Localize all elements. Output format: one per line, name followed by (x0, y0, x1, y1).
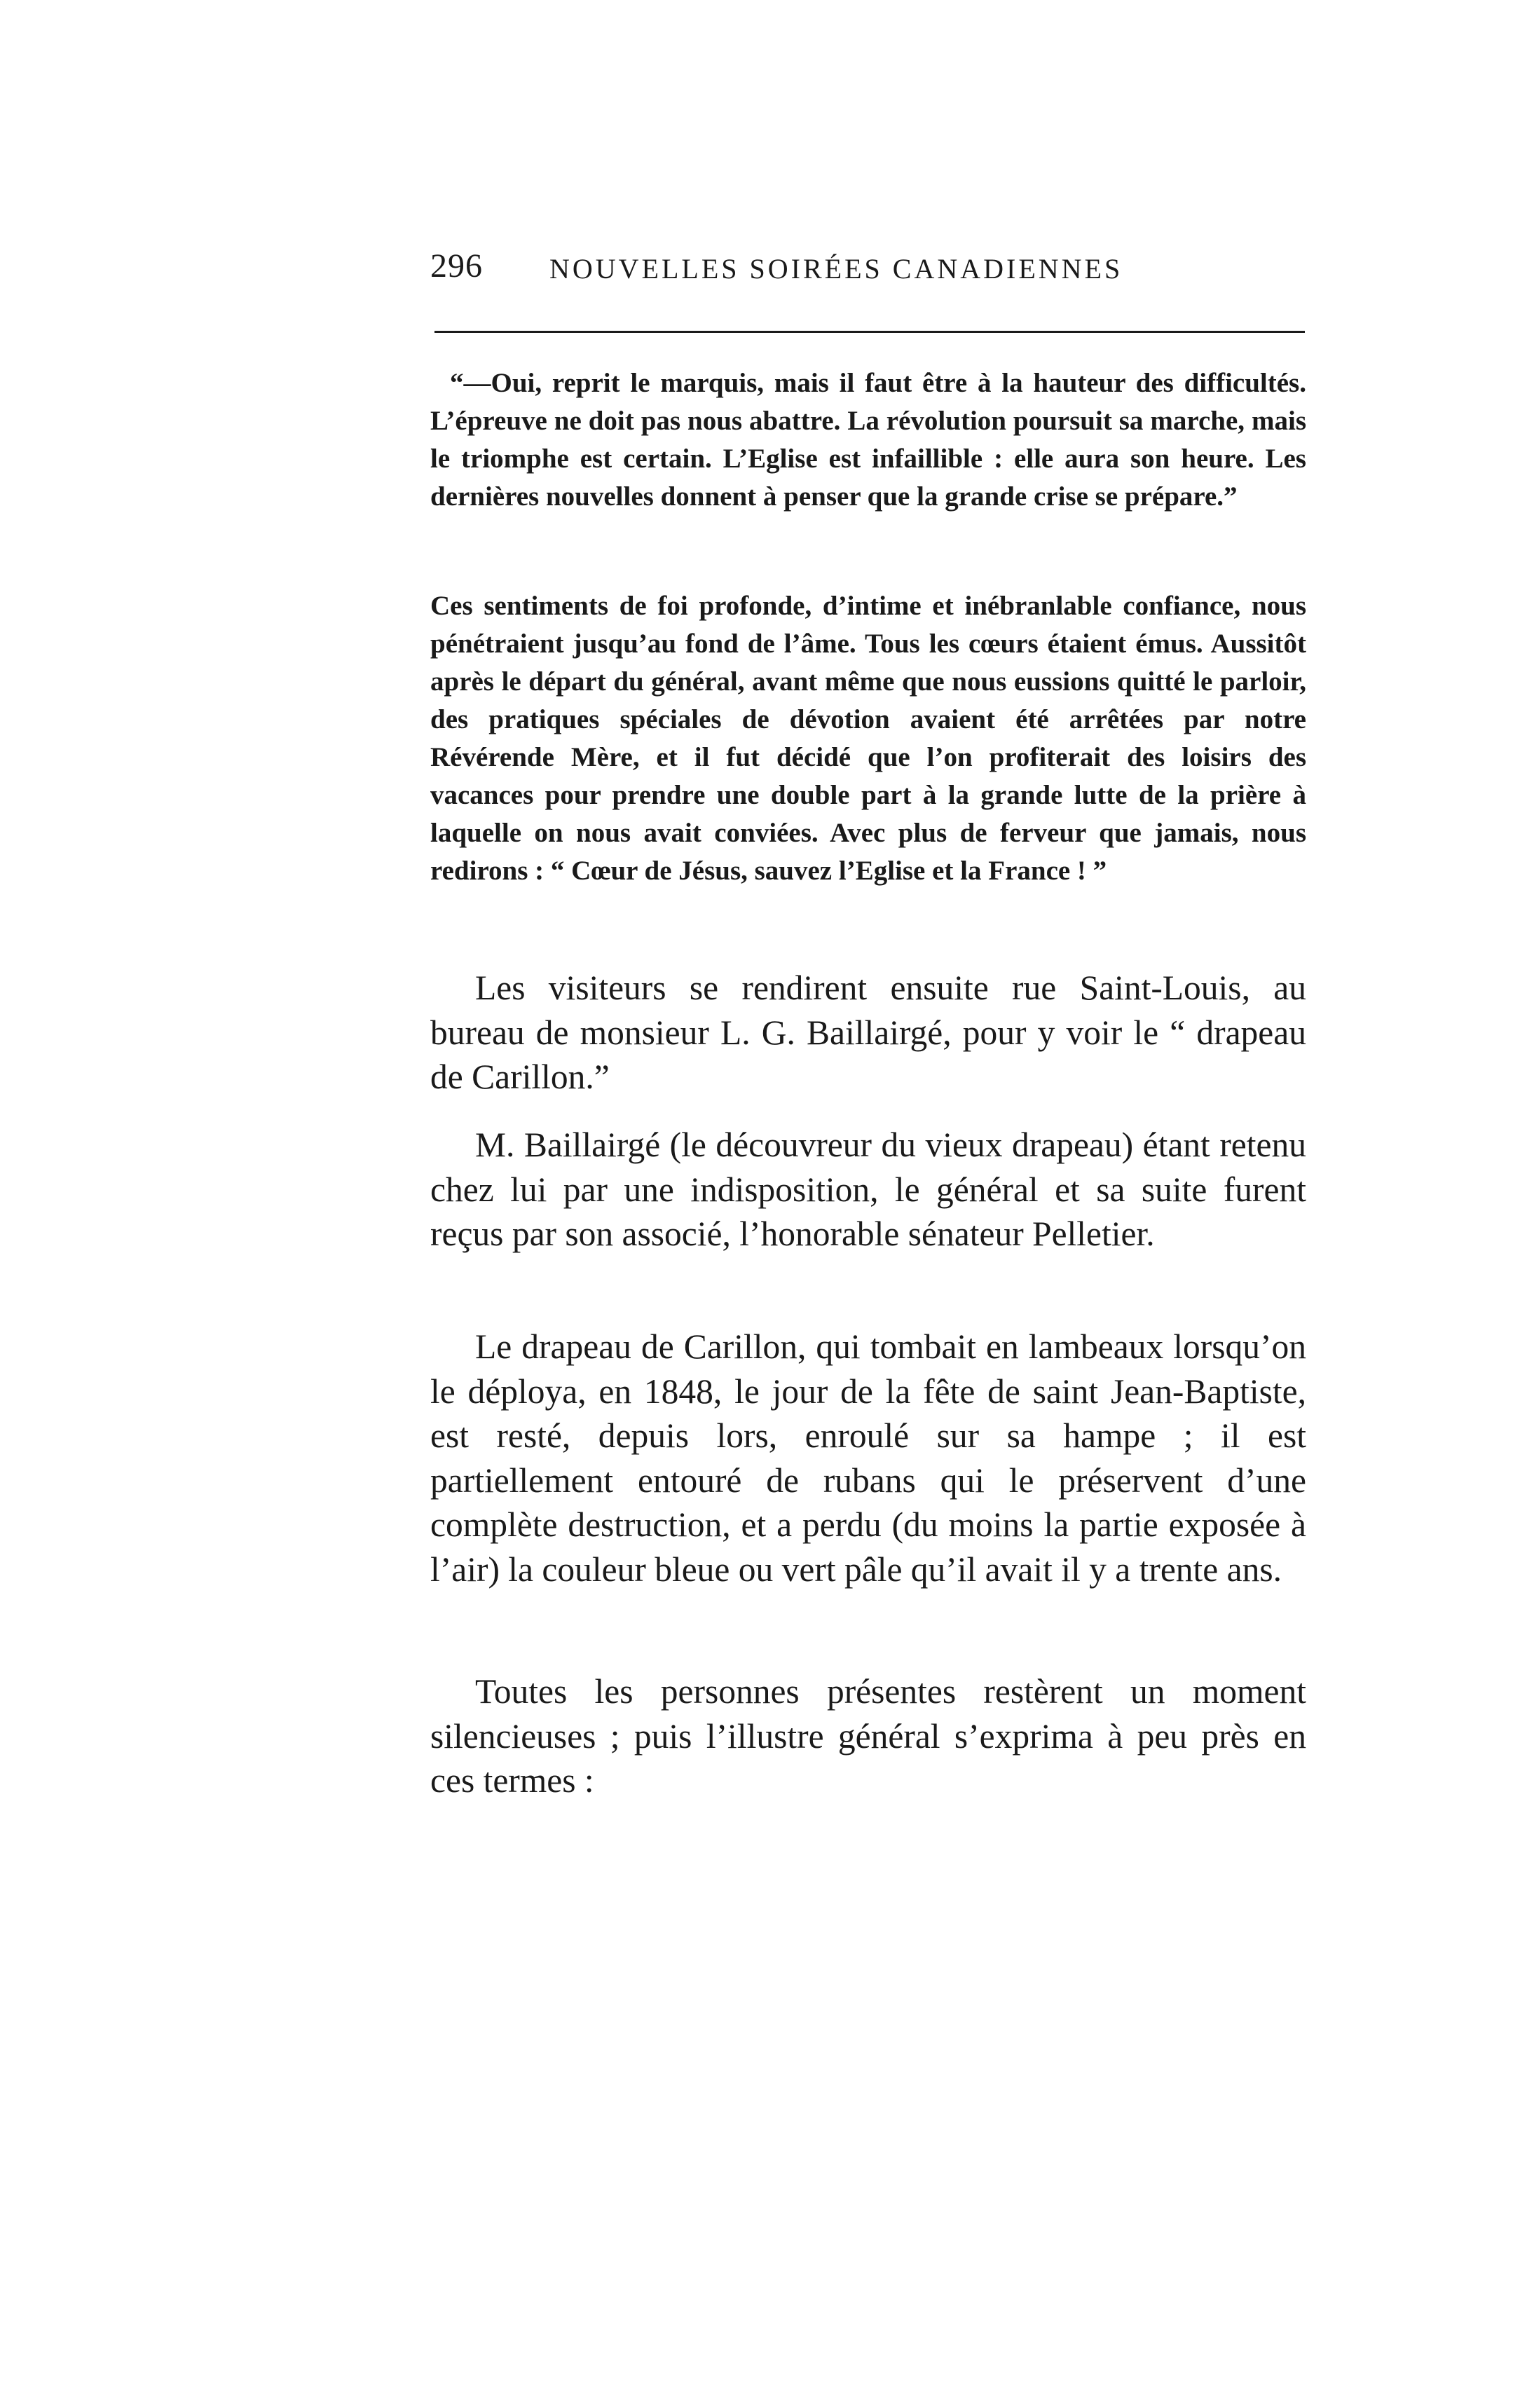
quoted-paragraph-2: Ces sentiments de foi profonde, d’intime et inébranlable confiance, nous pénétraient jusqu’au fond de l’âme. Tous les cœurs étaient émus. Aussitôt après le départ du général, avant même que nous eussions quitté le parloir, des pratiques spéciales de dévotion avaient été arrêtées par notre Révérende Mère, et il fut décidé que l’on profiterait des loisirs des vacances pour prendre une double part à la grande lutte de la prière à laquelle on nous avait conviées. Avec plus de ferveur que jamais, nous redirons : “ Cœur de Jésus, sauvez l’Eglise et la France ! ” (430, 591, 1306, 886)
body-paragraph-3: Le drapeau de Carillon, qui tombait en lambeaux lorsqu’on le déploya, en 1848, le jour de la fête de saint Jean-Baptiste, est resté, depuis lors, enroulé sur sa hampe ; il est partiellement entouré de rubans qui le préservent d’une complète destruction, et a perdu (du moins la partie exposée à l’air) la couleur bleue ou vert pâle qu’il avait il y a trente ans. (430, 1327, 1306, 1589)
quoted-paragraph-1: “—Oui, reprit le marquis, mais il faut être à la hauteur des difficultés. L’épreuve ne doit pas nous abattre. La révolution poursuit sa marche, mais le triomphe est certain. L’Eglise est infaillible : elle aura son heure. Les dernières nouvelles donnent à penser que la grande crise se prépare.” (430, 368, 1306, 512)
body-paragraph-1: Les visiteurs se rendirent ensuite rue Saint-Louis, au bureau de monsieur L. G. Baillairgé, pour y voir le “ drapeau de Carillon.” (430, 969, 1306, 1096)
body-paragraph-2: M. Baillairgé (le découvreur du vieux drapeau) étant retenu chez lui par une indisposition, le général et sa suite furent reçus par son associé, l’honorable sénateur Pelletier. (430, 1126, 1306, 1253)
page-header (430, 242, 1306, 291)
body-paragraph-4: Toutes les personnes présentes restèrent un moment silencieuses ; puis l’illustre général s’exprima à peu près en ces termes : (430, 1672, 1306, 1800)
running-head: NOUVELLES SOIRÉES CANADIENNES (549, 253, 1123, 285)
header-rule (434, 331, 1305, 333)
page-number: 296 (430, 247, 483, 285)
